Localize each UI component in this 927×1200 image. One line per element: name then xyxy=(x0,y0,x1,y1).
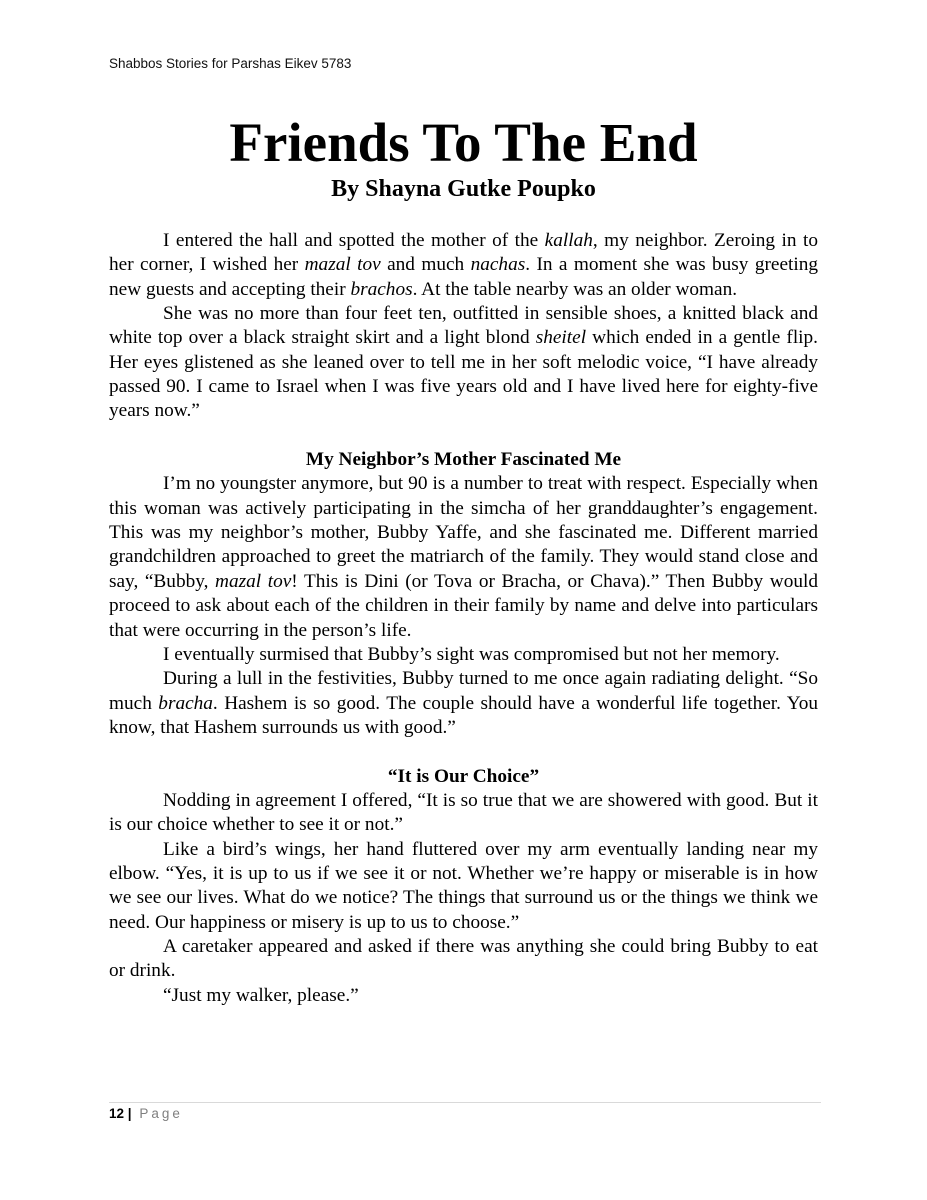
section-heading: My Neighbor’s Mother Fascinated Me xyxy=(305,449,622,471)
article-title: Friends To The End xyxy=(229,112,698,173)
section-heading: “It is Our Choice” xyxy=(387,765,540,787)
running-header: Shabbos Stories for Parshas Eikev 5783 xyxy=(109,56,352,71)
article-byline: By Shayna Gutke Poupko xyxy=(331,176,596,202)
page-label: Page xyxy=(139,1106,183,1121)
article-body xyxy=(109,229,818,1008)
paragraph: Nodding in agreement I offered, “It is so true that we are showered with good. But it is our choice whether to see it or not.” xyxy=(109,789,818,836)
footer-separator: | xyxy=(127,1106,132,1121)
page-footer xyxy=(109,1106,183,1121)
paragraph: She was no more than four feet ten, outfitted in sensible shoes, a knitted black and white top over a black straight skirt and a light blond sheitel which ended in a gentle flip. Her eyes glistened as she leaned over to tell me in her soft melodic voice, “I have already passed 90. I came to Israel when I was five years old and I have lived here for eighty-five years now.” xyxy=(109,303,818,422)
paragraph: During a lull in the festivities, Bubby turned to me once again radiating delight. “So much bracha. Hashem is so good. The couple should have a wonderful life together. You know, that Hashem surrounds us with good.” xyxy=(109,668,818,738)
paragraph: “Just my walker, please.” xyxy=(163,984,359,1006)
paragraph: I’m no youngster anymore, but 90 is a number to treat with respect. Especially when this woman was actively participating in the simcha of her granddaughter’s engagement. This was my neighbor’s mother, Bubby Yaffe, and she fascinated me. Different married grandchildren approached to greet the matriarch of the family. They would stand close and say, “Bubby, mazal tov! This is Dini (or Tova or Bracha, or Chava).” Then Bubby would proceed to ask about each of the children in their family by name and delve into particulars that were occurring in the person’s life. xyxy=(109,473,818,641)
paragraph: A caretaker appeared and asked if there was anything she could bring Bubby to eat or drink. xyxy=(109,935,818,982)
footer-divider xyxy=(109,1102,821,1103)
paragraph: I entered the hall and spotted the mother of the kallah, my neighbor. Zeroing in to her corner, I wished her mazal tov and much nachas. In a moment she was busy greeting new guests and accepting their brachos. At the table nearby was an older woman. xyxy=(109,230,819,300)
paragraph: I eventually surmised that Bubby’s sight was compromised but not her memory. xyxy=(163,643,780,665)
page-number: 12 xyxy=(109,1106,125,1121)
paragraph: Like a bird’s wings, her hand fluttered over my arm eventually landing near my elbow. “Yes, it is up to us if we see it or not. Whether we’re happy or miserable is in how we see our lives. What do we notice? The things that surround us or the things we think we need. Our happiness or misery is up to us to choose.” xyxy=(109,838,818,933)
